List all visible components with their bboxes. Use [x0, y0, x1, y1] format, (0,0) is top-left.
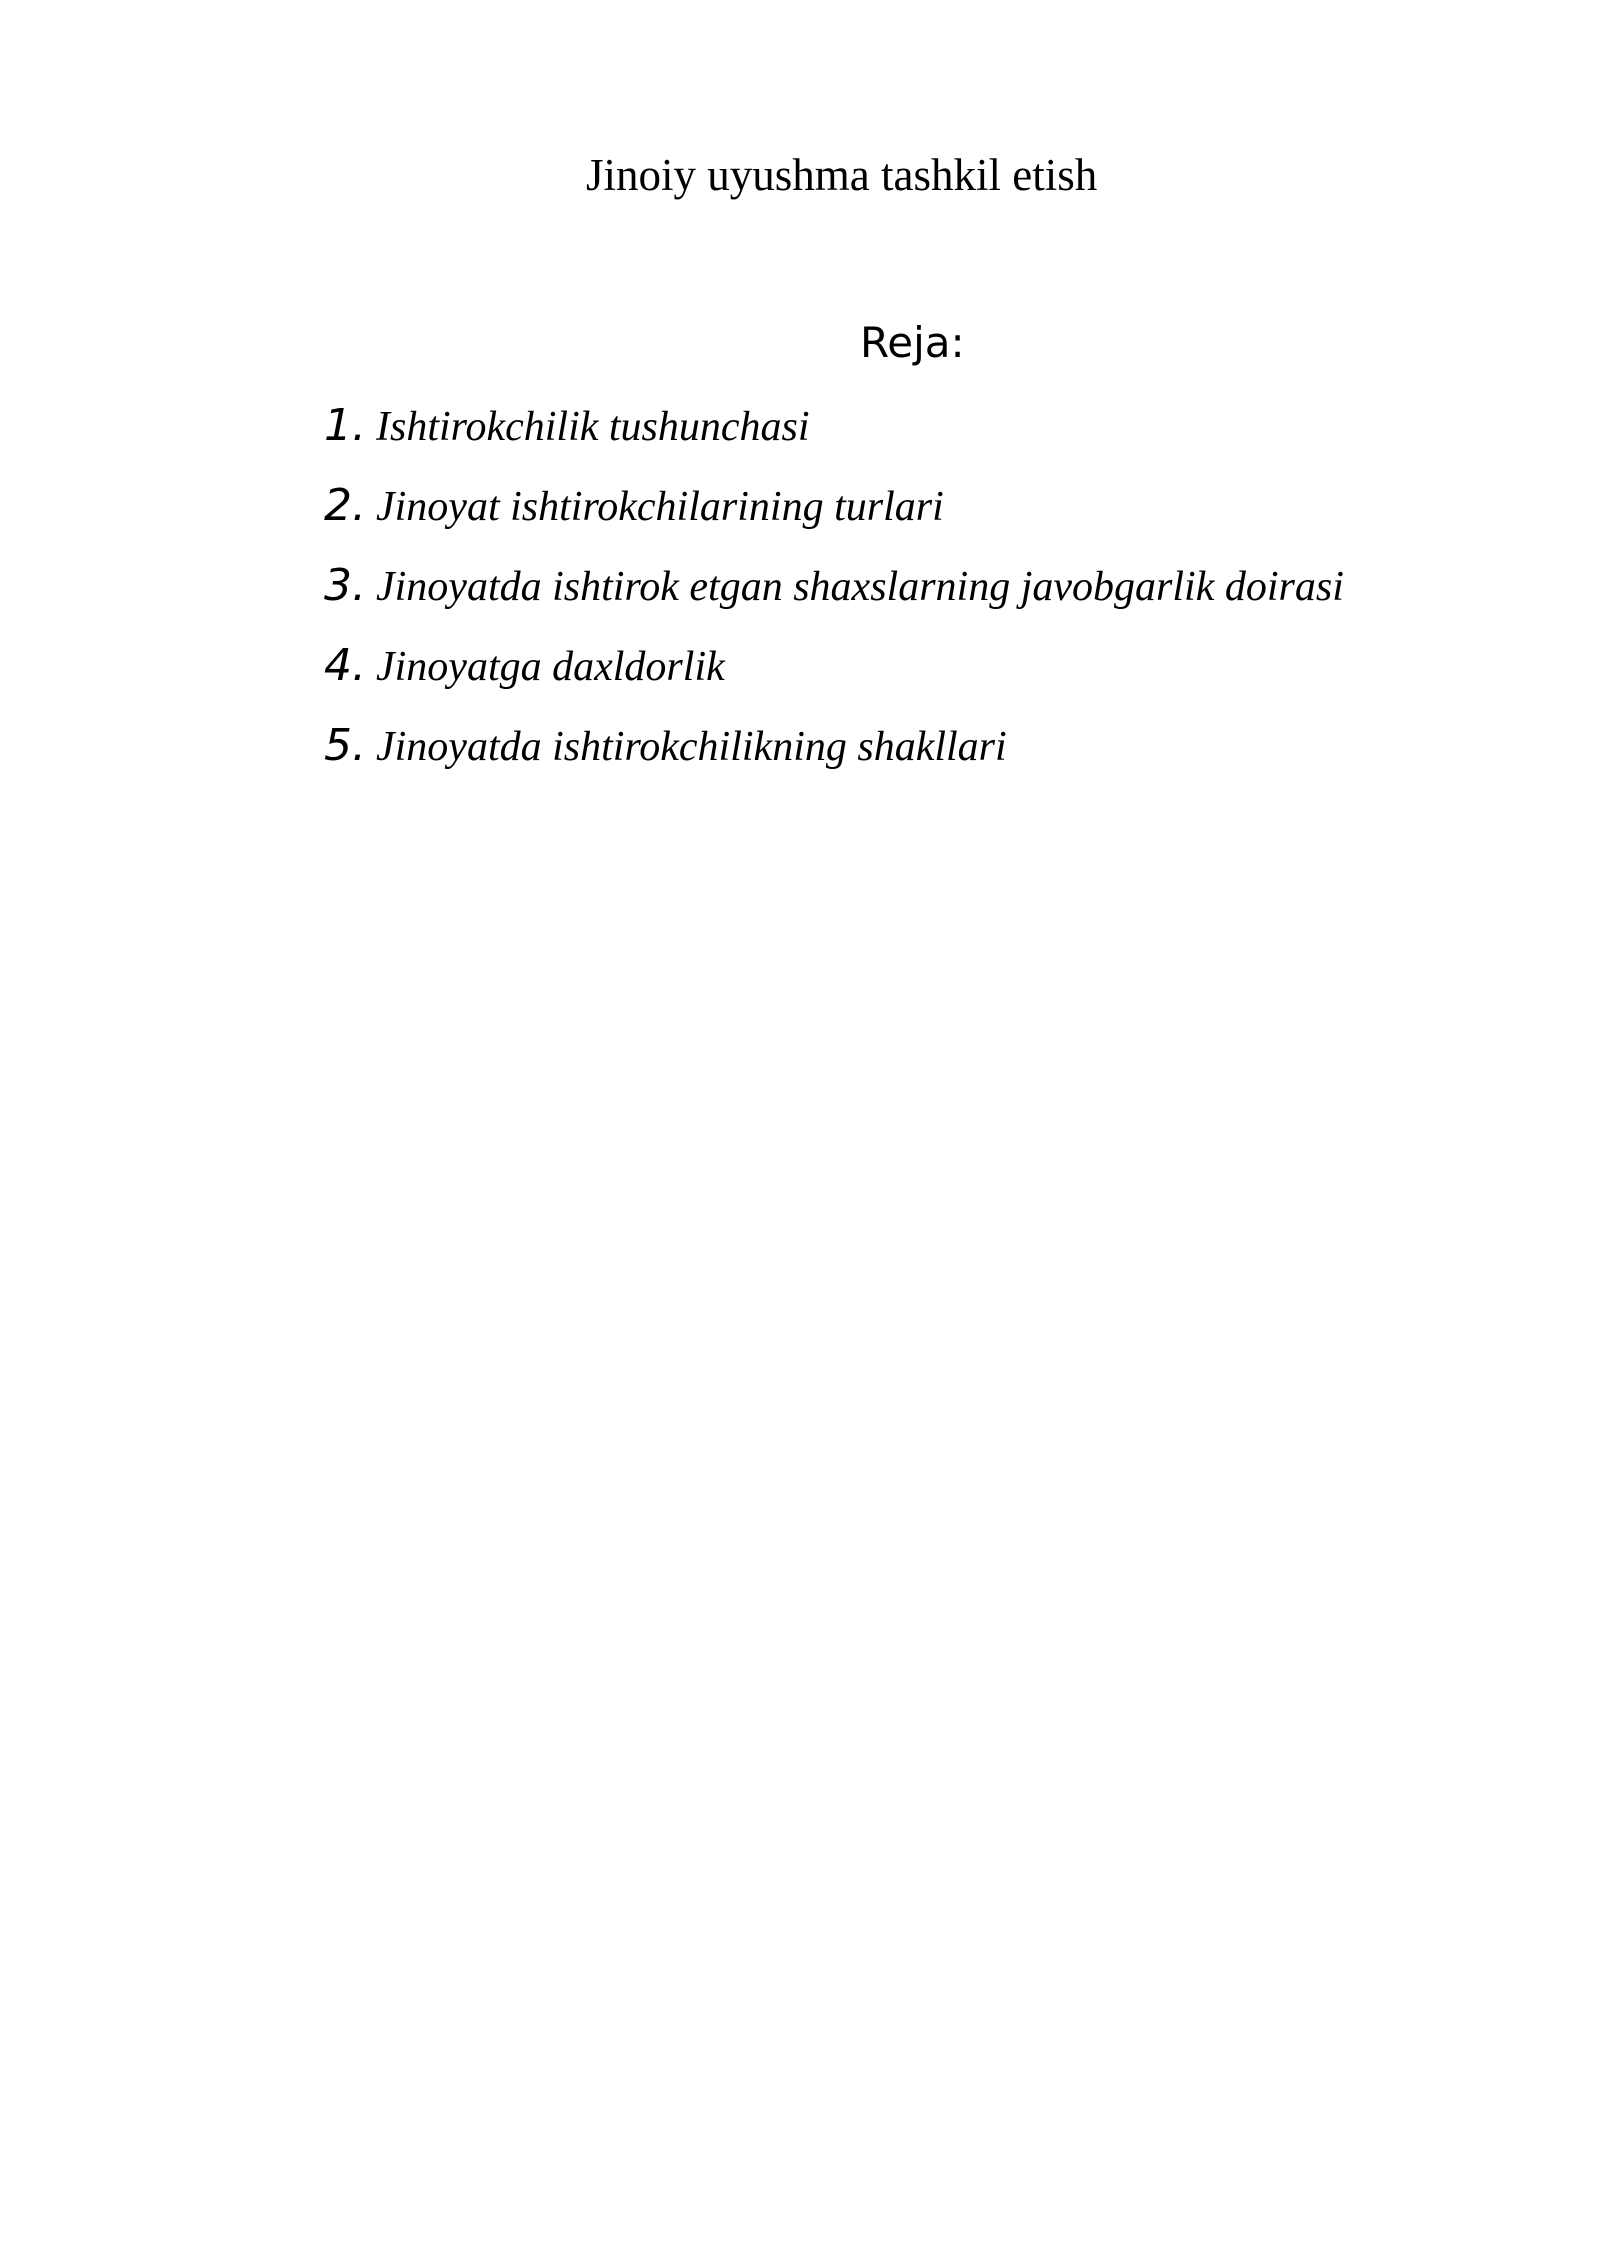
- plan-item-number: 5.: [324, 720, 366, 771]
- page-title: Jinoiy uyushma tashkil etish: [586, 150, 1098, 200]
- plan-item-text: Jinoyatda ishtirok etgan shaxslarning javobgarlik doirasi: [376, 564, 1344, 610]
- plan-item-2: [324, 480, 1344, 560]
- plan-item-5: [324, 720, 1344, 800]
- plan-item-1: [324, 400, 1344, 480]
- plan-item-number: 2.: [324, 480, 366, 531]
- plan-item-text: Jinoyatda ishtirokchilikning shakllari: [376, 724, 1007, 770]
- plan-list: [324, 400, 1344, 800]
- plan-item-text: Jinoyatga daxldorlik: [376, 644, 725, 690]
- plan-heading: Reja:: [860, 318, 965, 367]
- plan-item-number: 3.: [324, 560, 366, 611]
- plan-item-3: [324, 560, 1344, 640]
- plan-item-4: [324, 640, 1344, 720]
- plan-item-number: 4.: [324, 640, 366, 691]
- plan-item-number: 1.: [324, 400, 366, 451]
- plan-item-text: Jinoyat ishtirokchilarining turlari: [376, 484, 944, 530]
- plan-item-text: Ishtirokchilik tushunchasi: [376, 404, 810, 450]
